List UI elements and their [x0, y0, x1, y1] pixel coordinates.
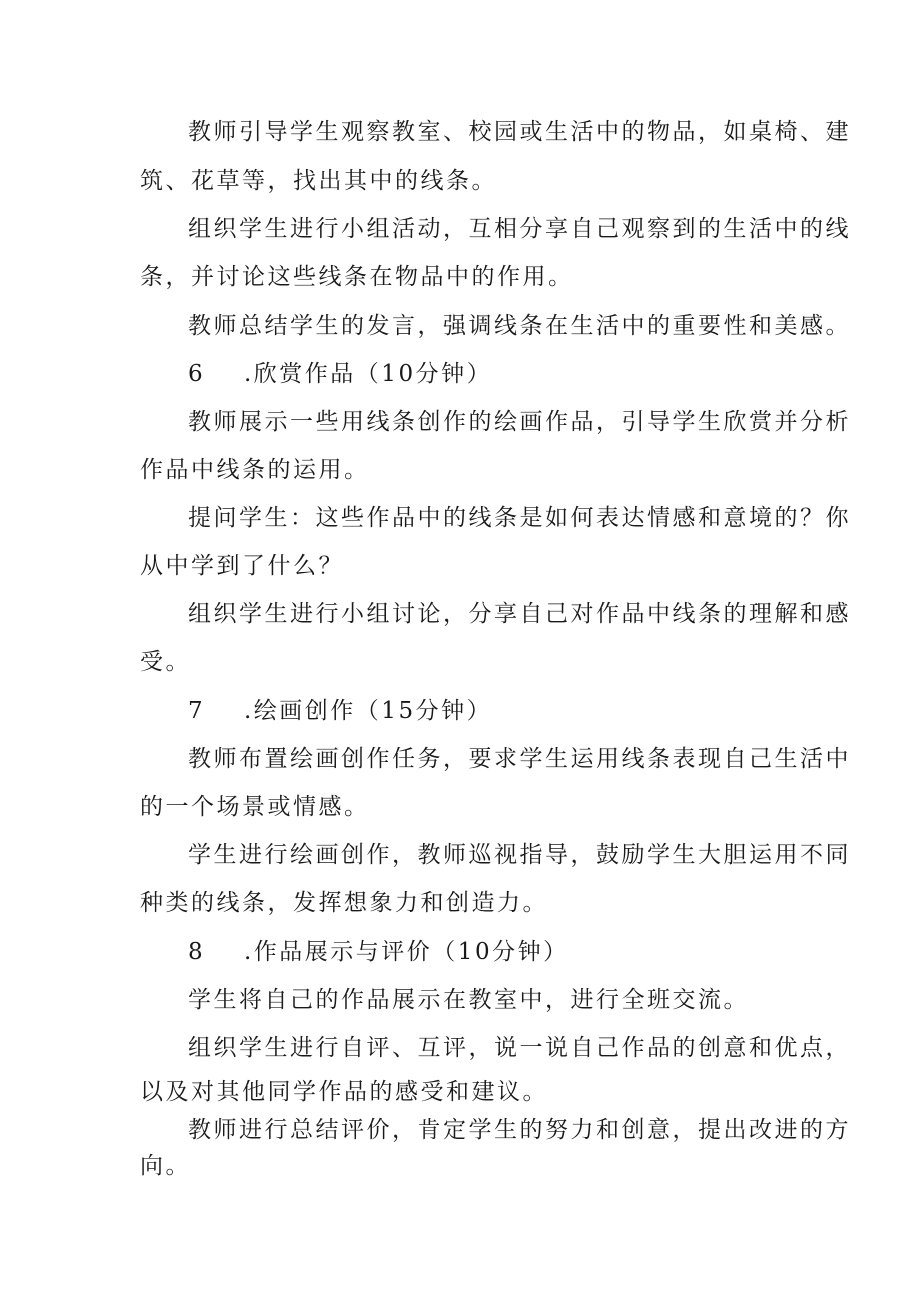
paragraph-line: 向。	[140, 1153, 191, 1179]
paragraph-line: 教师进行总结评价，肯定学生的努力和创意，提出改进的方	[188, 1117, 851, 1143]
section-number: 7	[188, 698, 206, 724]
paragraph-line: 作品中线条的运用。	[140, 457, 370, 483]
paragraph-line: 提问学生：这些作品中的线条是如何表达情感和意境的？你	[188, 505, 851, 531]
paragraph-line: 学生进行绘画创作，教师巡视指导，鼓励学生大胆运用不同	[188, 842, 851, 868]
paragraph-line: 组织学生进行小组活动，互相分享自己观察到的生活中的线	[188, 216, 851, 242]
section-title: .欣赏作品（10分钟）	[244, 361, 493, 387]
paragraph-line: 条，并讨论这些线条在物品中的作用。	[140, 264, 574, 290]
section-title: .绘画创作（15分钟）	[244, 698, 493, 724]
paragraph-line: 学生将自己的作品展示在教室中，进行全班交流。	[188, 987, 749, 1013]
paragraph-line: 教师布置绘画创作任务，要求学生运用线条表现自己生活中	[188, 746, 851, 772]
section-number: 8	[188, 939, 206, 965]
paragraph-line: 教师引导学生观察教室、校园或生活中的物品，如桌椅、建	[188, 119, 851, 145]
paragraph-line: 以及对其他同学作品的感受和建议。	[140, 1079, 548, 1105]
paragraph-line: 从中学到了什么？	[140, 553, 344, 579]
paragraph-line: 组织学生进行自评、互评，说一说自己作品的创意和优点，	[188, 1035, 851, 1061]
section-title: .作品展示与评价（10分钟）	[244, 939, 569, 965]
paragraph-line: 教师总结学生的发言，强调线条在生活中的重要性和美感。	[188, 313, 851, 339]
paragraph-line: 筑、花草等，找出其中的线条。	[140, 168, 497, 194]
section-number: 6	[188, 361, 206, 387]
paragraph-line: 的一个场景或情感。	[140, 794, 370, 820]
paragraph-line: 受。	[140, 649, 191, 675]
paragraph-line: 组织学生进行小组讨论，分享自己对作品中线条的理解和感	[188, 601, 851, 627]
paragraph-line: 种类的线条，发挥想象力和创造力。	[140, 890, 548, 916]
paragraph-line: 教师展示一些用线条创作的绘画作品，引导学生欣赏并分析	[188, 409, 851, 435]
